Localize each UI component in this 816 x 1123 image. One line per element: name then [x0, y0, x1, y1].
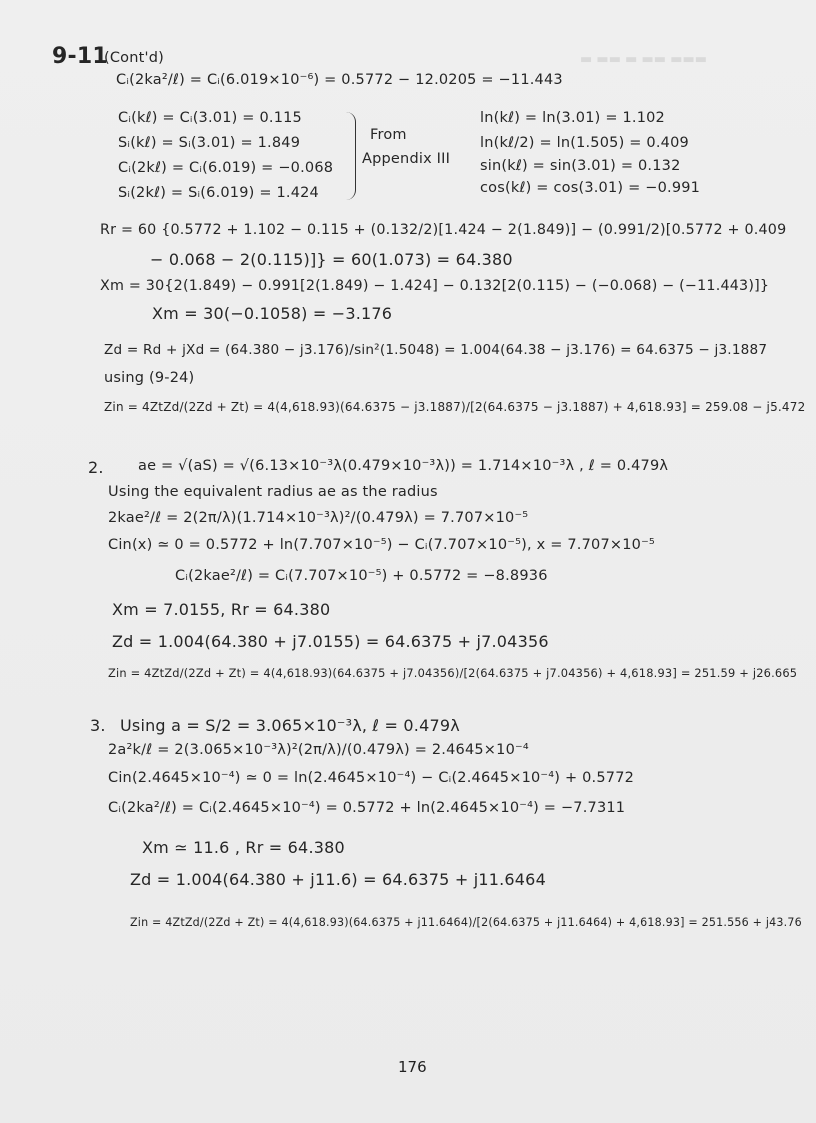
problem-number: 9-11	[52, 44, 108, 69]
part-3-label: 3.	[90, 716, 106, 735]
eq-zd-2: Zd = 1.004(64.380 + j7.0155) = 64.6375 + j7.04356	[112, 632, 549, 651]
eq-si-2kl: Sᵢ(2kℓ) = Sᵢ(6.019) = 1.424	[118, 185, 319, 201]
problem-continued: (Cont'd)	[104, 50, 164, 66]
eq-ci-3: Cᵢ(2ka²/ℓ) = Cᵢ(2.4645×10⁻⁴) = 0.5772 + ln(2.4645×10⁻⁴) = −7.7311	[108, 800, 626, 816]
part-2-label: 2.	[88, 458, 104, 477]
from-label: From	[370, 127, 407, 143]
eq-2kae2: 2kae²/ℓ = 2(2π/λ)(1.714×10⁻³λ)²/(0.479λ) = 7.707×10⁻⁵	[108, 510, 529, 526]
bleed-through: ▬ ▬▬ ▬ ▬▬ ▬▬▬	[580, 52, 708, 67]
appendix-label: Appendix III	[362, 151, 451, 167]
eq-cin-3: Cin(2.4645×10⁻⁴) ≃ 0 = ln(2.4645×10⁻⁴) − Cᵢ(2.4645×10⁻⁴) + 0.5772	[108, 770, 635, 786]
eq-ci-2ka2: Cᵢ(2ka²/ℓ) = Cᵢ(6.019×10⁻⁶) = 0.5772 − 12.0205 = −11.443	[116, 72, 563, 88]
eq-ln-kl2: ln(kℓ/2) = ln(1.505) = 0.409	[480, 135, 689, 151]
eq-ln-kl: ln(kℓ) = ln(3.01) = 1.102	[480, 110, 665, 126]
eq-xm-1: Xm = 30{2(1.849) − 0.991[2(1.849) − 1.424] − 0.132[2(0.115) − (−0.068) − (−11.443)]}	[100, 278, 770, 294]
eq-si-kl: Sᵢ(kℓ) = Sᵢ(3.01) = 1.849	[118, 135, 301, 151]
eq-sin-kl: sin(kℓ) = sin(3.01) = 0.132	[480, 158, 681, 174]
eq-cos-kl: cos(kℓ) = cos(3.01) = −0.991	[480, 180, 701, 196]
eq-cin-x: Cin(x) ≃ 0 = 0.5772 + ln(7.707×10⁻⁵) − Cᵢ(7.707×10⁻⁵), x = 7.707×10⁻⁵	[108, 537, 655, 553]
eq-ci-kl: Cᵢ(kℓ) = Cᵢ(3.01) = 0.115	[118, 110, 302, 126]
equivalent-radius-text: Using the equivalent radius ae as the radius	[108, 484, 438, 500]
brace	[343, 112, 356, 200]
eq-zin-1: Zin = 4ZtZd/(2Zd + Zt) = 4(4,618.93)(64.6375 − j3.1887)/[2(64.6375 − j3.1887) + 4,618.93] = 259.08 − j5.472	[104, 400, 806, 414]
eq-ci-2kae2: Cᵢ(2kae²/ℓ) = Cᵢ(7.707×10⁻⁵) + 0.5772 = −8.8936	[175, 568, 548, 584]
eq-xm-2: Xm = 30(−0.1058) = −3.176	[152, 304, 393, 323]
eq-rr-1: Rr = 60 {0.5772 + 1.102 − 0.115 + (0.132/2)[1.424 − 2(1.849)] − (0.991/2)[0.5772 + 0.409	[100, 222, 787, 238]
eq-2a2k: 2a²k/ℓ = 2(3.065×10⁻³λ)²(2π/λ)/(0.479λ) = 2.4645×10⁻⁴	[108, 742, 529, 758]
eq-ci-2kl: Cᵢ(2kℓ) = Cᵢ(6.019) = −0.068	[118, 160, 334, 176]
eq-zd-3: Zd = 1.004(64.380 + j11.6) = 64.6375 + j11.6464	[130, 870, 546, 889]
eq-ae: ae = √(aS) = √(6.13×10⁻³λ(0.479×10⁻³λ)) = 1.714×10⁻³λ , ℓ = 0.479λ	[138, 458, 669, 474]
eq-xm-4: Xm ≃ 11.6 , Rr = 64.380	[142, 838, 345, 857]
eq-zin-2: Zin = 4ZtZd/(2Zd + Zt) = 4(4,618.93)(64.6375 + j7.04356)/[2(64.6375 + j7.04356) + 4,618.93] = 251.59 + j26.665	[108, 666, 798, 680]
eq-rr-2: − 0.068 − 2(0.115)]} = 60(1.073) = 64.380	[150, 250, 513, 269]
using-9-24: using (9-24)	[104, 370, 195, 386]
eq-xm-3: Xm = 7.0155, Rr = 64.380	[112, 600, 331, 619]
eq-zin-3: Zin = 4ZtZd/(2Zd + Zt) = 4(4,618.93)(64.6375 + j11.6464)/[2(64.6375 + j11.6464) + 4,618.93] = 251.556 + j43.76	[130, 916, 802, 929]
eq-using-a: Using a = S/2 = 3.065×10⁻³λ, ℓ = 0.479λ	[120, 716, 460, 735]
eq-zd-1: Zd = Rd + jXd = (64.380 − j3.176)/sin²(1.5048) = 1.004(64.38 − j3.176) = 64.6375 − j3.1887	[104, 342, 768, 358]
page-number: 176	[398, 1058, 427, 1076]
